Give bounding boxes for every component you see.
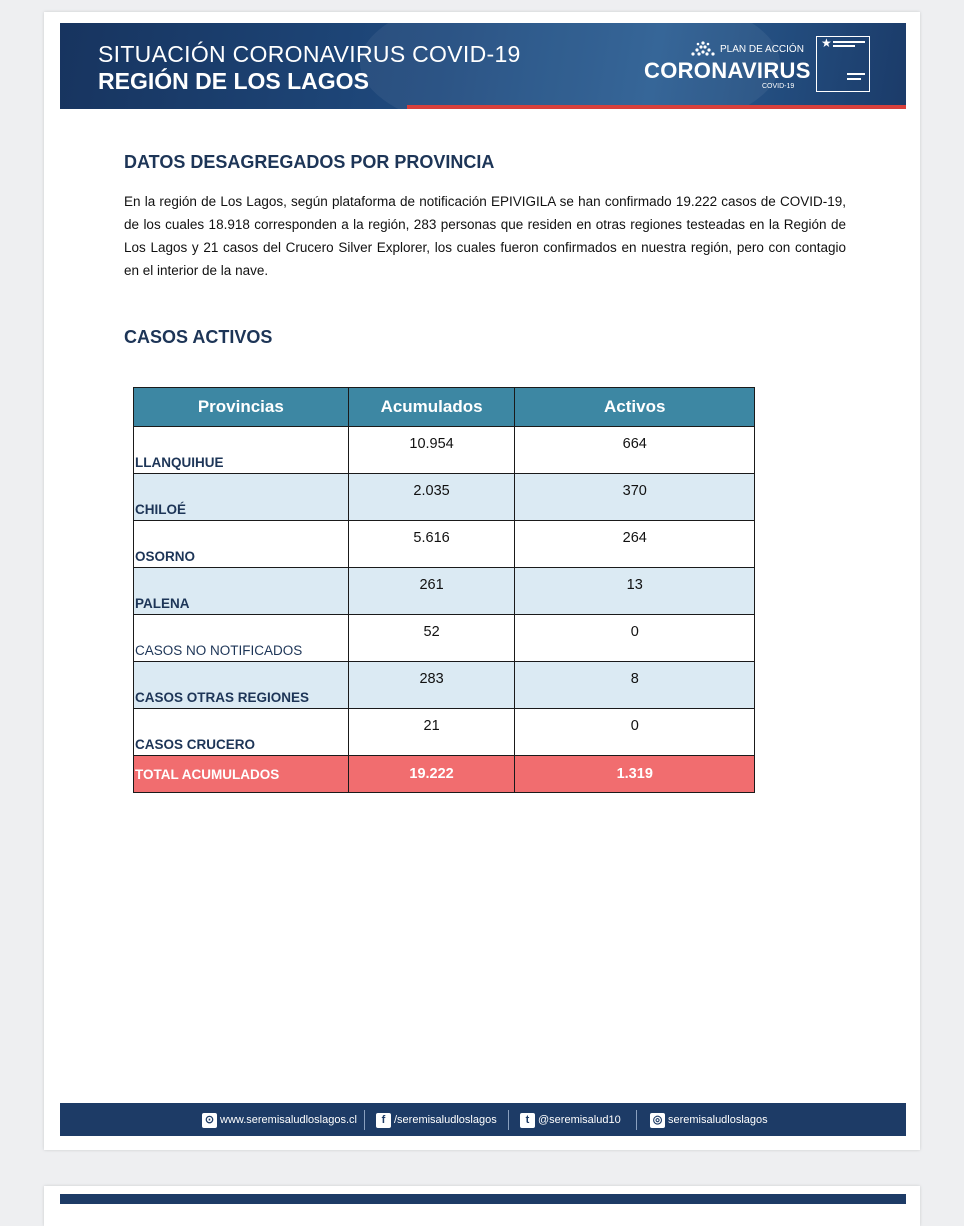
cell-provincia: LLANQUIHUE <box>134 427 349 474</box>
cell-acumulados: 10.954 <box>348 427 515 474</box>
cell-provincia: CASOS OTRAS REGIONES <box>134 662 349 709</box>
cell-provincia: PALENA <box>134 568 349 615</box>
table-row <box>134 427 755 474</box>
cell-activos: 8 <box>515 662 755 709</box>
cell-total-label: TOTAL ACUMULADOS <box>134 756 349 793</box>
table-row <box>134 568 755 615</box>
cell-acumulados: 21 <box>348 709 515 756</box>
cell-activos: 264 <box>515 521 755 568</box>
instagram-icon: ◎ <box>650 1113 665 1128</box>
footer-divider <box>508 1110 509 1130</box>
table-total-row <box>134 756 755 793</box>
footer-twitter[interactable] <box>520 1112 621 1128</box>
section-title-activos: CASOS ACTIVOS <box>124 327 273 347</box>
facebook-icon: f <box>376 1113 391 1128</box>
header-accent-line <box>407 105 906 109</box>
footer-facebook-text: /seremisaludloslagos <box>394 1114 497 1126</box>
cases-table <box>133 387 755 793</box>
next-page-preview <box>44 1186 920 1226</box>
footer-instagram-text: seremisaludloslagos <box>668 1114 768 1126</box>
cell-activos: 0 <box>515 709 755 756</box>
cell-total-activos: 1.319 <box>515 756 755 793</box>
dots-logo-icon <box>689 39 717 57</box>
footer-divider <box>636 1110 637 1130</box>
header-provincias: Provincias <box>134 388 349 427</box>
header-title-line2: REGIÓN DE LOS LAGOS <box>98 68 369 94</box>
footer-website[interactable] <box>202 1112 357 1128</box>
intro-paragraph: En la región de Los Lagos, según plataforma de notificación EPIVIGILA se han confirmado 19.222 casos de COVID-19, de los cuales 18.918 corresponden a la región, 283 personas que residen en otras regiones testeadas en la Región de Los Lagos y 21 casos del Crucero Silver Explorer, los cuales fueron confirmados en nuestra región, pero con contagio en el interior de la nave. <box>124 194 846 278</box>
table-row <box>134 709 755 756</box>
cell-activos: 0 <box>515 615 755 662</box>
cell-acumulados: 2.035 <box>348 474 515 521</box>
cell-provincia: CHILOÉ <box>134 474 349 521</box>
table-row <box>134 474 755 521</box>
brand-title: CORONAVIRUS <box>644 58 811 83</box>
cell-acumulados: 283 <box>348 662 515 709</box>
header-acumulados: Acumulados <box>348 388 515 427</box>
cell-total-acumulados: 19.222 <box>348 756 515 793</box>
header-title-line1: SITUACIÓN CORONAVIRUS COVID-19 <box>98 41 521 67</box>
report-header <box>60 23 906 109</box>
document-page <box>44 12 920 1150</box>
footer-twitter-text: @seremisalud10 <box>538 1114 621 1126</box>
table-header-row <box>134 388 755 427</box>
cell-acumulados: 5.616 <box>348 521 515 568</box>
government-logo-icon: ★ <box>816 36 870 92</box>
table-row <box>134 521 755 568</box>
footer-facebook[interactable] <box>376 1112 497 1128</box>
globe-icon: ⊙ <box>202 1113 217 1128</box>
cell-provincia: CASOS NO NOTIFICADOS <box>134 615 349 662</box>
cell-activos: 13 <box>515 568 755 615</box>
cell-acumulados: 52 <box>348 615 515 662</box>
cell-provincia: CASOS CRUCERO <box>134 709 349 756</box>
brand-subtitle: PLAN DE ACCIÓN <box>720 44 804 55</box>
twitter-icon: t <box>520 1113 535 1128</box>
cell-acumulados: 261 <box>348 568 515 615</box>
table-row <box>134 662 755 709</box>
page-footer <box>60 1103 906 1136</box>
footer-divider <box>364 1110 365 1130</box>
cell-activos: 370 <box>515 474 755 521</box>
cell-provincia: OSORNO <box>134 521 349 568</box>
section-title-provincias: DATOS DESAGREGADOS POR PROVINCIA <box>124 152 495 172</box>
next-page-header-band <box>60 1194 906 1204</box>
header-activos: Activos <box>515 388 755 427</box>
table-row <box>134 615 755 662</box>
footer-website-text: www.seremisaludloslagos.cl <box>220 1114 357 1126</box>
brand-covid-label: COVID-19 <box>762 83 795 90</box>
footer-instagram[interactable] <box>650 1112 768 1128</box>
cell-activos: 664 <box>515 427 755 474</box>
